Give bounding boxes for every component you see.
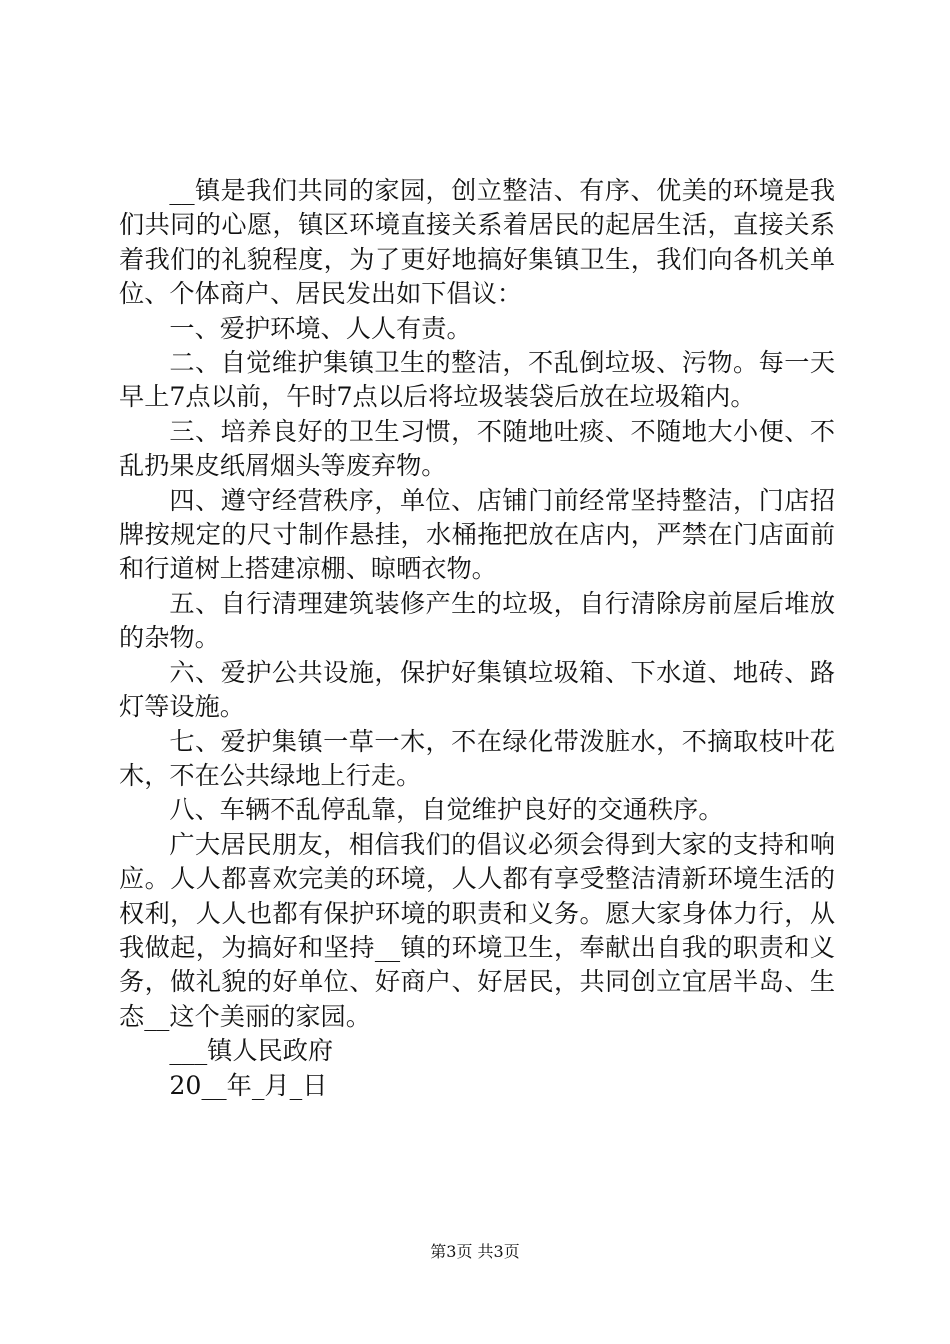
proposal-item-2: 二、自觉维护集镇卫生的整洁，不乱倒垃圾、污物。每一天早上7点以前，午时7点以后将垃圾装袋后放在垃圾箱内。 bbox=[119, 348, 835, 412]
intro-paragraph: __镇是我们共同的家园，创立整洁、有序、优美的环境是我们共同的心愿，镇区环境直接关系着居民的起居生活，直接关系着我们的礼貌程度，为了更好地搞好集镇卫生，我们向各机关单位、个体商户、居民发出如下倡议： bbox=[119, 176, 835, 309]
signature-issuer: ___镇人民政府 bbox=[169, 1036, 334, 1066]
signature-date: 20__年_月_日 bbox=[169, 1070, 328, 1100]
page-number-footer: 第3页 共3页 bbox=[430, 1242, 520, 1261]
document-body bbox=[119, 174, 835, 1103]
proposal-item-6: 六、爱护公共设施，保护好集镇垃圾箱、下水道、地砖、路灯等设施。 bbox=[119, 657, 835, 722]
proposal-item-3: 三、培养良好的卫生习惯，不随地吐痰、不随地大小便、不乱扔果皮纸屑烟头等废弃物。 bbox=[119, 416, 835, 481]
proposal-item-7: 七、爱护集镇一草一木，不在绿化带泼脏水，不摘取枝叶花木，不在公共绿地上行走。 bbox=[119, 726, 835, 790]
proposal-item-8: 八、车辆不乱停乱靠，自觉维护良好的交通秩序。 bbox=[169, 795, 724, 825]
proposal-item-4: 四、遵守经营秩序，单位、店铺门前经常坚持整洁，门店招牌按规定的尺寸制作悬挂，水桶拖把放在店内，严禁在门店面前和行道树上搭建凉棚、晾晒衣物。 bbox=[119, 485, 835, 584]
proposal-item-5: 五、自行清理建筑装修产生的垃圾，自行清除房前屋后堆放的杂物。 bbox=[119, 588, 835, 653]
proposal-item-1: 一、爱护环境、人人有责。 bbox=[169, 313, 472, 343]
closing-paragraph: 广大居民朋友，相信我们的倡议必须会得到大家的支持和响应。人人都喜欢完美的环境，人人都有享受整洁清新环境生活的权利，人人也都有保护环境的职责和义务。愿大家身体力行，从我做起，为搞好和坚持__镇的环境卫生，奉献出自我的职责和义务，做礼貌的好单位、好商户、好居民，共同创立宜居半岛、生态__这个美丽的家园。 bbox=[119, 829, 835, 1031]
